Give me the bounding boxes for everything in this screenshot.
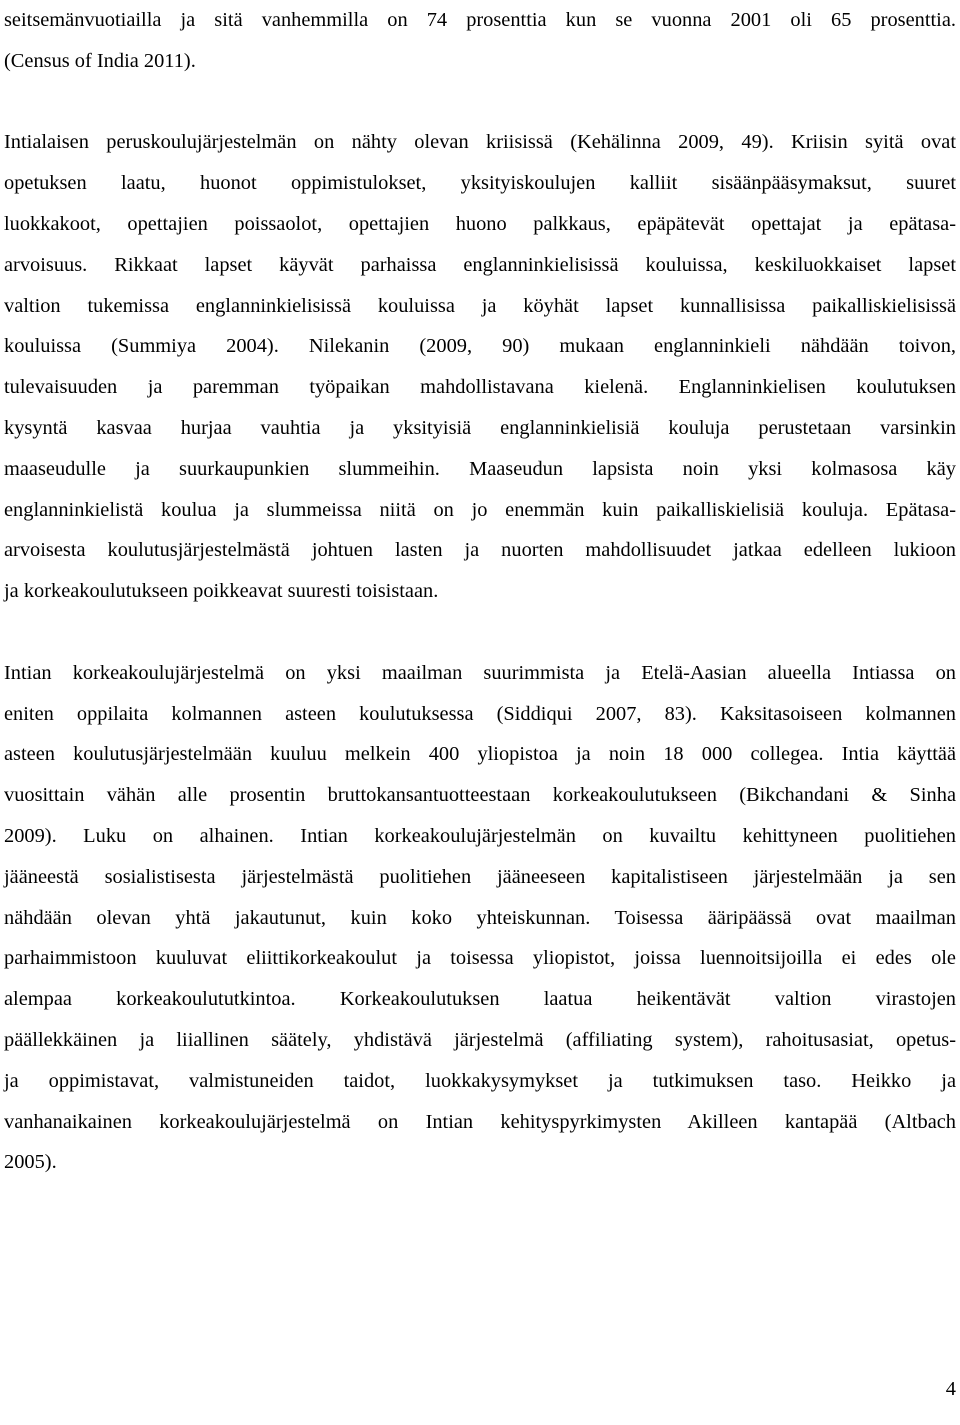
text-line: alempaa korkeakoulututkintoa. Korkeakoulutuksen laatua heikentävät valtion virastojen	[4, 988, 956, 1011]
text-line: opetuksen laatu, huonot oppimistulokset, yksityiskoulujen kalliit sisäänpääsymaksut, suuret	[4, 172, 956, 195]
text-line: parhaimmistoon kuuluvat eliittikorkeakoulut ja toisessa yliopistot, joissa luennoitsijoilla ei edes ole	[4, 947, 956, 970]
text-line: englanninkielistä koulua ja slummeissa niitä on jo enemmän kuin paikalliskielisiä kouluja. Epätasa-	[4, 498, 956, 521]
text-line: ja oppimistavat, valmistuneiden taidot, luokkakysymykset ja tutkimuksen taso. Heikko ja	[4, 1069, 956, 1092]
paragraph-gap	[4, 612, 956, 653]
text-line: 2009). Luku on alhainen. Intian korkeakoulujärjestelmän on kuvailtu kehittyneen puolitiehen	[4, 824, 956, 847]
paragraph	[4, 653, 956, 1183]
text-line: nähdään olevan yhtä jakautunut, kuin koko yhteiskunnan. Toisessa ääripäässä ovat maailman	[4, 906, 956, 929]
text-line: vuosittain vähän alle prosentin bruttokansantuotteestaan korkeakoulutukseen (Bikchandani & Sinha	[4, 784, 956, 807]
paragraph	[4, 122, 956, 612]
text-line: arvoisuus. Rikkaat lapset käyvät parhaissa englanninkielisissä kouluissa, keskiluokkaiset lapset	[4, 253, 956, 276]
text-line: (Census of India 2011).	[4, 49, 196, 72]
document-page	[4, 0, 956, 1183]
text-line: Intian korkeakoulujärjestelmä on yksi maailman suurimmista ja Etelä-Aasian alueella Intiassa on	[4, 661, 956, 684]
text-line: päällekkäinen ja liiallinen säätely, yhdistävä järjestelmä (affiliating system), rahoitusasiat, opetus-	[4, 1028, 956, 1051]
text-line: eniten oppilaita kolmannen asteen koulutuksessa (Siddiqui 2007, 83). Kaksitasoiseen kolmannen	[4, 702, 956, 725]
page-number: 4	[945, 1378, 956, 1400]
text-line: kouluissa (Summiya 2004). Nilekanin (2009, 90) mukaan englanninkieli nähdään toivon,	[4, 335, 956, 358]
text-line: vanhanaikainen korkeakoulujärjestelmä on Intian kehityspyrkimysten Akilleen kantapää (Altbach	[4, 1110, 956, 1133]
text-line: Intialaisen peruskoulujärjestelmän on nähty olevan kriisissä (Kehälinna 2009, 49). Kriisin syitä ovat	[4, 131, 956, 154]
text-line: jääneestä sosialistisesta järjestelmästä puolitiehen jääneeseen kapitalistiseen järjestelmään ja sen	[4, 865, 956, 888]
text-line: valtion tukemissa englanninkielisissä kouluissa ja köyhät lapset kunnallisissa paikalliskielisissä	[4, 294, 956, 317]
text-line: luokkakoot, opettajien poissaolot, opettajien huono palkkaus, epäpätevät opettajat ja epätasa-	[4, 212, 956, 235]
text-line: ja korkeakoulutukseen poikkeavat suuresti toisistaan.	[4, 580, 439, 603]
text-line: asteen koulutusjärjestelmään kuuluu melkein 400 yliopistoa ja noin 18 000 collegea. Intia käyttää	[4, 743, 956, 766]
text-line: maaseudulle ja suurkaupunkien slummeihin. Maaseudun lapsista noin yksi kolmasosa käy	[4, 457, 956, 480]
text-line: seitsemänvuotiailla ja sitä vanhemmilla on 74 prosenttia kun se vuonna 2001 oli 65 prosenttia.	[4, 9, 956, 31]
paragraph-gap	[4, 82, 956, 123]
paragraph	[4, 0, 956, 82]
text-line: arvoisesta koulutusjärjestelmästä johtuen lasten ja nuorten mahdollisuudet jatkaa edelleen lukioon	[4, 539, 956, 562]
text-line: 2005).	[4, 1151, 57, 1174]
text-line: tulevaisuuden ja paremman työpaikan mahdollistavana kielenä. Englanninkielisen koulutuksen	[4, 376, 956, 399]
text-line: kysyntä kasvaa hurjaa vauhtia ja yksityisiä englanninkielisiä kouluja perustetaan varsinkin	[4, 416, 956, 439]
